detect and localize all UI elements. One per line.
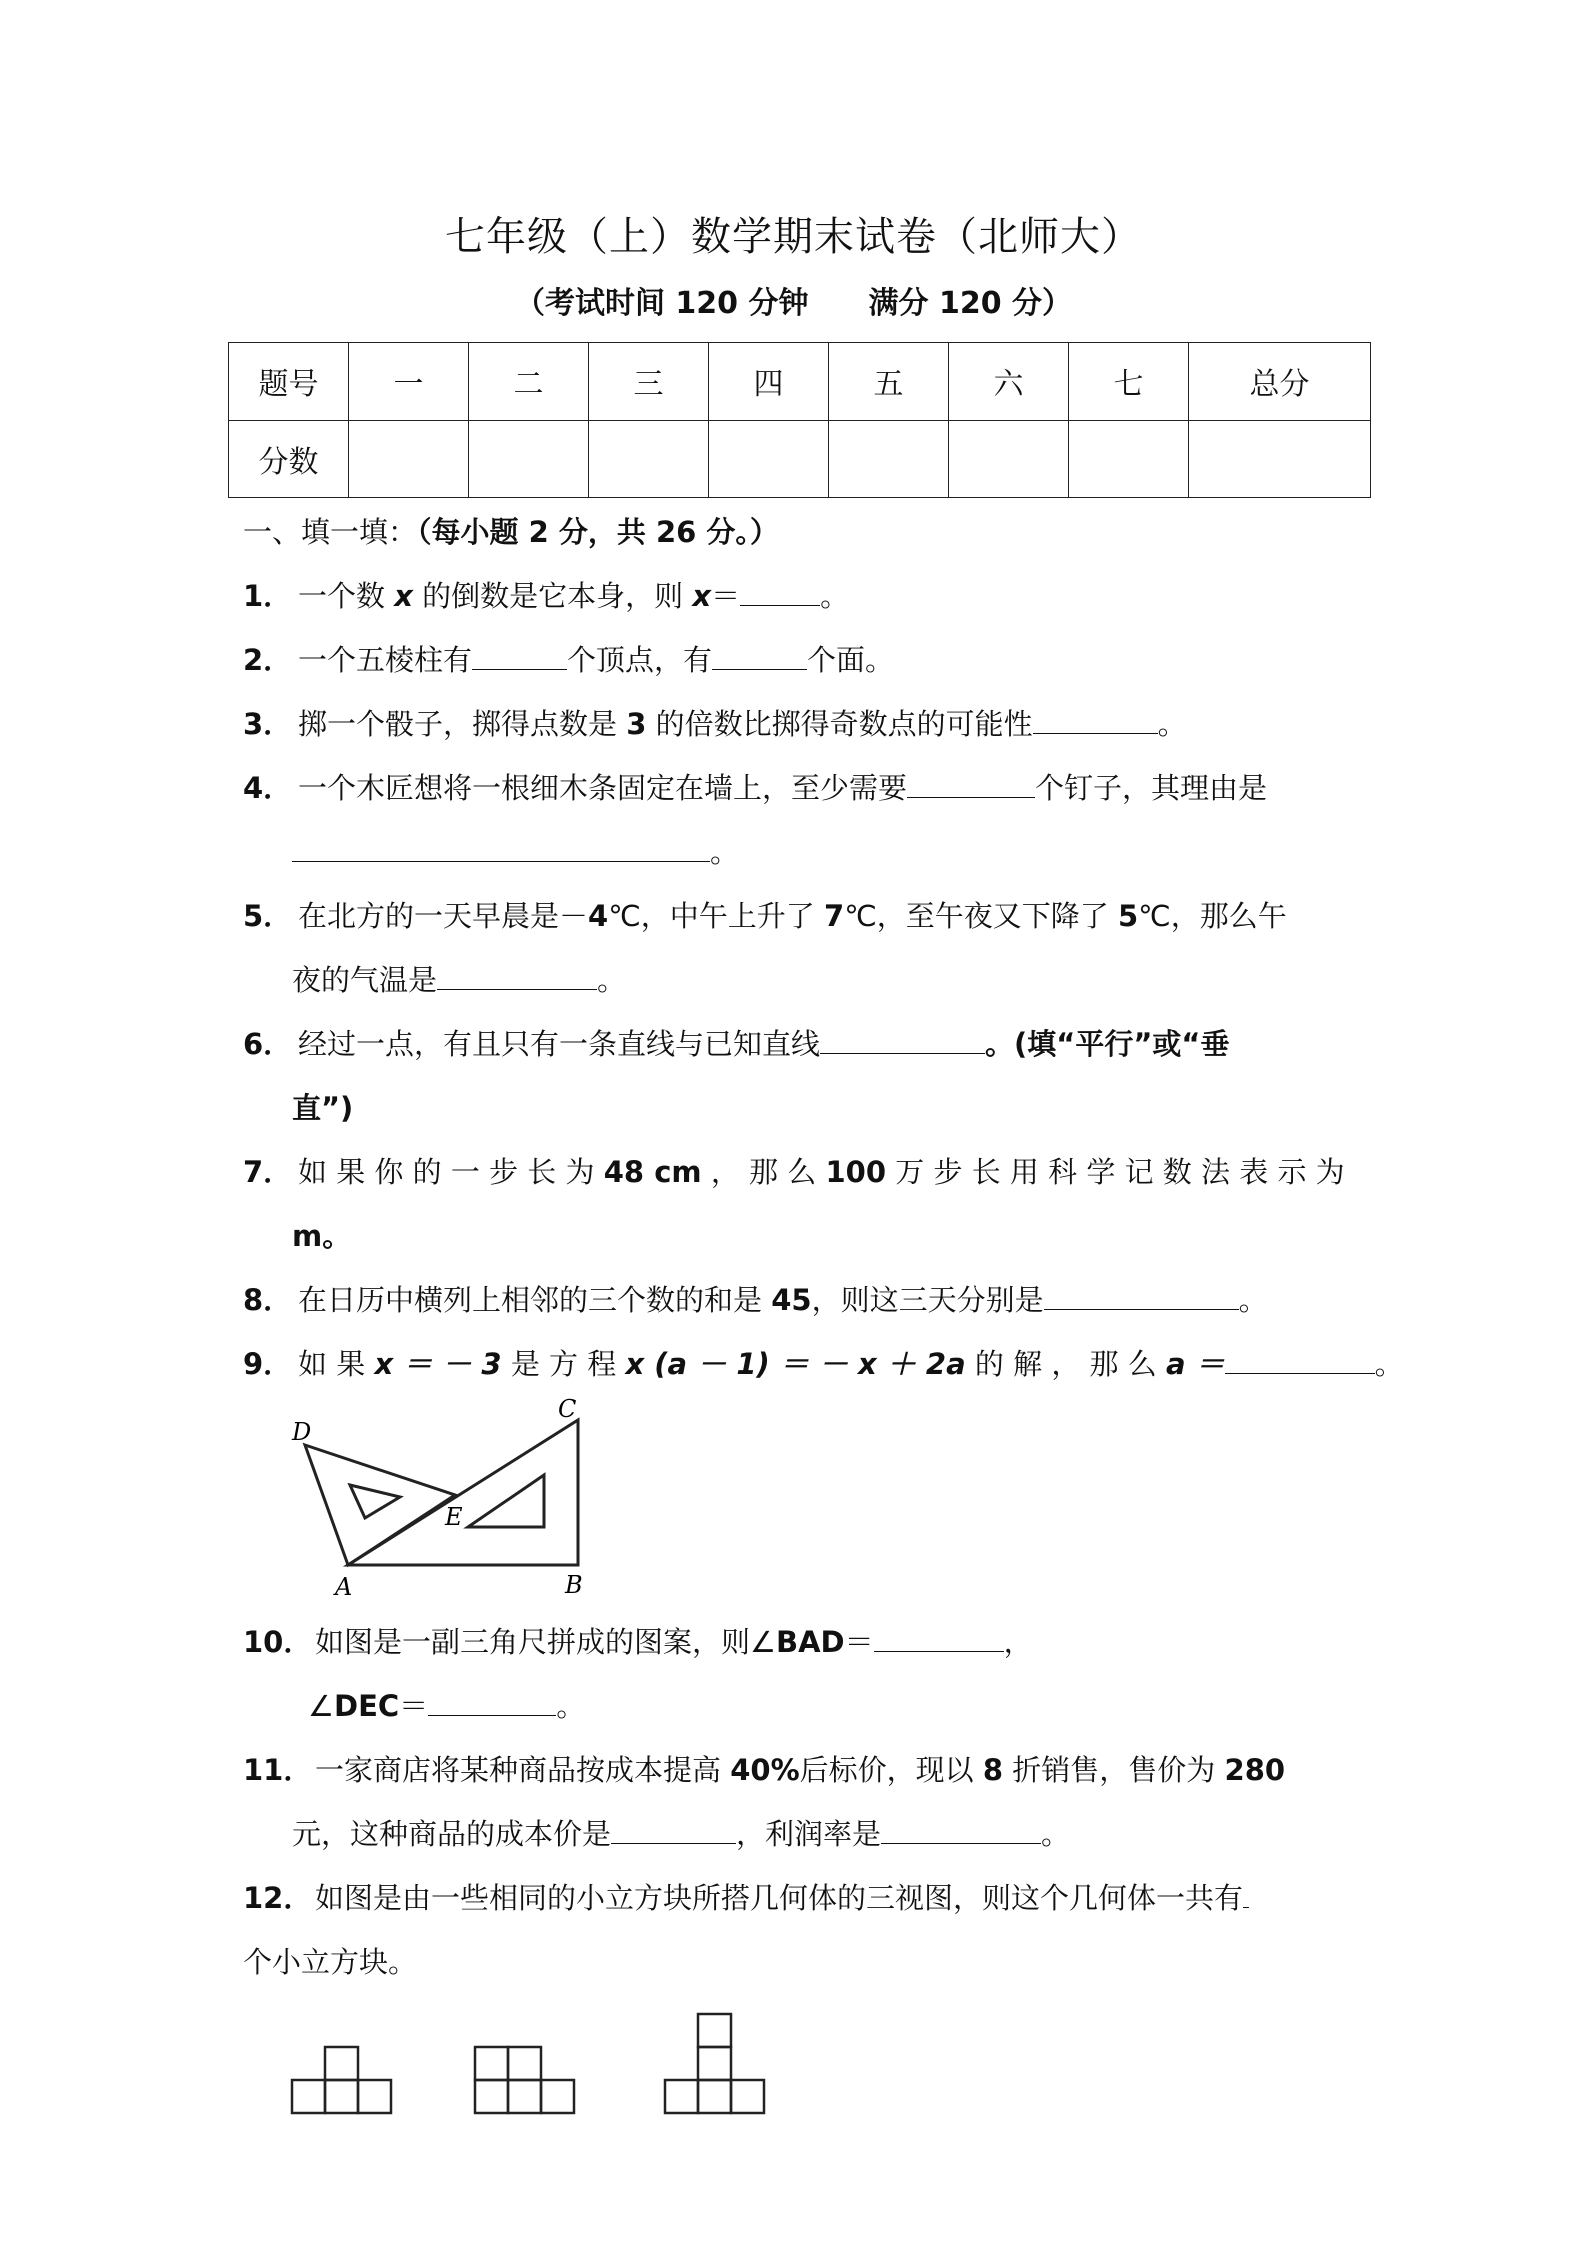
q-text: 。 [710,835,740,869]
q-text: ℃，至午夜又下降了 [844,899,1109,933]
q-text: 如 果 [298,1347,366,1381]
q-number: 48 cm [603,1155,702,1189]
question-number: 12． [243,1881,313,1915]
label-c: C [558,1395,577,1423]
question-number: 7． [243,1155,293,1189]
score-table [228,342,1371,498]
q-text: 夜的气温是 [292,963,438,997]
label-e: E [445,1503,463,1531]
score-table-cell: 六 [949,343,1069,421]
q-number: 7 [824,899,845,933]
section-detail: （每小题 2 分，共 26 分。） [417,515,779,549]
q-text: 一个五棱柱有 [298,643,473,677]
answer-blank[interactable] [1225,1347,1375,1374]
question-4-line2 [292,830,739,871]
q-number: 280 [1224,1753,1286,1787]
question-7-line2: m。 [292,1219,352,1253]
question-4 [243,766,1267,807]
question-10-line2 [308,1684,585,1725]
q-var: x [394,579,413,613]
q-text: 在北方的一天早晨是－ [298,899,589,933]
q-number: 45 [771,1283,812,1317]
q-text: 。 [820,579,850,613]
q-text: 元，这种商品的成本价是 [292,1817,612,1851]
q-text: 。 [556,1689,586,1723]
q-text: 是 方 程 [510,1347,617,1381]
score-input-cell[interactable] [1069,420,1189,498]
q-text: 。(填“平行”或“垂 [985,1027,1230,1061]
answer-blank[interactable] [1044,1283,1239,1310]
q-text: 。 [1041,1817,1071,1851]
q-equation: x ＝ － 3 [374,1347,502,1381]
score-table-cell: 四 [709,343,829,421]
score-table-cell: 一 [349,343,469,421]
three-views-figure [285,2005,805,2135]
question-number: 9． [243,1347,293,1381]
score-input-cell[interactable] [709,420,829,498]
answer-blank[interactable] [472,643,567,670]
q-number: 100 [825,1155,887,1189]
score-table-cell: 二 [469,343,589,421]
q-text: 的倍数比掷得奇数点的可能性 [655,707,1033,741]
question-5 [243,894,1287,935]
front-view [292,2047,391,2113]
score-table-cell: 题号 [229,343,349,421]
score-input-cell[interactable] [349,420,469,498]
q-equation: x (a － 1) ＝ － x ＋ 2a [625,1347,966,1381]
side-view [475,2047,574,2113]
question-8 [243,1278,1268,1319]
score-input-cell[interactable] [949,420,1069,498]
q-text: ， 那 么 [710,1155,817,1189]
answer-blank[interactable] [820,1027,985,1054]
q-var: x [692,579,712,613]
question-12 [243,1876,1249,1917]
q-text: ℃，中午上升了 [608,899,815,933]
question-11 [243,1748,1285,1789]
score-table-cell: 三 [589,343,709,421]
q-text: 如图是由一些相同的小立方块所搭几何体的三视图，则这个几何体一共有 [315,1881,1244,1915]
q-angle: DEC [334,1689,400,1723]
triangle-ruler-figure [280,1395,610,1605]
score-input-cell[interactable] [589,420,709,498]
question-number: 11． [243,1753,313,1787]
answer-blank[interactable] [907,771,1035,798]
q-text: ，利润率是 [736,1817,882,1851]
section-label: 一、填一填： [243,515,418,549]
score-row-label: 分数 [229,420,349,498]
label-b: B [565,1571,583,1599]
score-table-header-row [229,343,1371,421]
answer-blank[interactable] [740,579,820,606]
score-input-cell[interactable] [469,420,589,498]
score-table-score-row [229,420,1371,498]
q-text: 。 [1238,1283,1268,1317]
section-heading [243,510,779,551]
q-number: 5 [1117,899,1139,933]
answer-blank[interactable] [611,1817,736,1844]
answer-blank[interactable] [874,1625,1004,1652]
label-a: A [335,1573,353,1601]
question-number: 8． [243,1283,293,1317]
answer-blank[interactable] [428,1689,556,1716]
question-10 [243,1620,1033,1661]
question-6 [243,1022,1229,1063]
question-12-line2: 个小立方块。 [243,1945,418,1979]
question-1 [243,574,849,615]
q-text: 个顶点，有 [567,643,713,677]
triangle-inner [350,1485,400,1518]
top-view [665,2014,764,2113]
q-number: 3 [626,707,647,741]
q-text: ＝ [399,1689,429,1723]
q-text: 掷一个骰子，掷得点数是 [298,707,618,741]
q-text: 的 解 ， 那 么 [974,1347,1157,1381]
q-number: 4 [588,899,609,933]
question-3 [243,702,1187,743]
q-text: 一个木匠想将一根细木条固定在墙上，至少需要 [298,771,908,805]
q-text: ，则这三天分别是 [811,1283,1044,1317]
question-6-line2: 直”) [292,1091,354,1125]
q-text: ， [1003,1625,1033,1659]
question-number: 4． [243,771,293,805]
q-text: 一个数 [298,579,386,613]
q-text: 个钉子，其理由是 [1035,771,1268,805]
answer-blank[interactable] [712,643,807,670]
q-number: 40% [730,1753,800,1787]
score-input-cell[interactable] [829,420,949,498]
exam-full-score: 满分 120 分） [868,286,1073,321]
q-number: 8 [982,1753,1004,1787]
question-2 [243,638,894,679]
question-11-line2 [292,1812,1070,1853]
q-text: 如 果 你 的 一 步 长 为 [298,1155,595,1189]
q-equation: a ＝ [1166,1347,1225,1381]
q-text: 在日历中横列上相邻的三个数的和是 [298,1283,763,1317]
q-text: 的倒数是它本身，则 [422,579,684,613]
exam-title: 七年级（上）数学期末试卷（北师大） [445,214,1142,260]
score-table-cell: 七 [1069,343,1189,421]
triangle-outer [305,1445,455,1565]
question-number: 3． [243,707,293,741]
q-text: 折销售，售价为 [1012,1753,1216,1787]
q-text: 。 [1157,707,1187,741]
q-angle: BAD [776,1625,845,1659]
q-text: 万 步 长 用 科 学 记 数 法 表 示 为 [895,1155,1345,1189]
q-text: 后标价，现以 [799,1753,974,1787]
question-number: 6． [243,1027,293,1061]
q-text: 经过一点，有且只有一条直线与已知直线 [298,1027,821,1061]
question-9 [243,1342,1404,1383]
q-text: ∠ [308,1689,334,1723]
answer-blank[interactable] [437,963,597,990]
q-text: 个面。 [807,643,895,677]
q-text: ℃，那么午 [1138,899,1287,933]
q-text: ＝ [711,579,741,613]
question-5-line2 [292,958,626,999]
question-7 [243,1150,1345,1191]
exam-time: （考试时间 120 分钟 [514,286,809,321]
exam-subtitle [0,278,1587,322]
score-table-cell: 总分 [1189,343,1371,421]
answer-blank[interactable] [292,835,710,862]
answer-blank[interactable] [1243,1881,1249,1908]
score-table-cell: 五 [829,343,949,421]
q-text: 。 [1374,1347,1404,1381]
question-number: 2． [243,643,293,677]
label-d: D [292,1418,312,1446]
q-text: 。 [597,963,627,997]
q-text: 一家商店将某种商品按成本提高 [315,1753,722,1787]
question-number: 5． [243,899,293,933]
q-text: 如图是一副三角尺拼成的图案，则∠ [315,1625,776,1659]
answer-blank[interactable] [881,1817,1041,1844]
answer-blank[interactable] [1033,707,1158,734]
question-number: 10． [243,1625,313,1659]
score-input-cell[interactable] [1189,420,1371,498]
q-text: ＝ [844,1625,874,1659]
question-number: 1． [243,579,293,613]
